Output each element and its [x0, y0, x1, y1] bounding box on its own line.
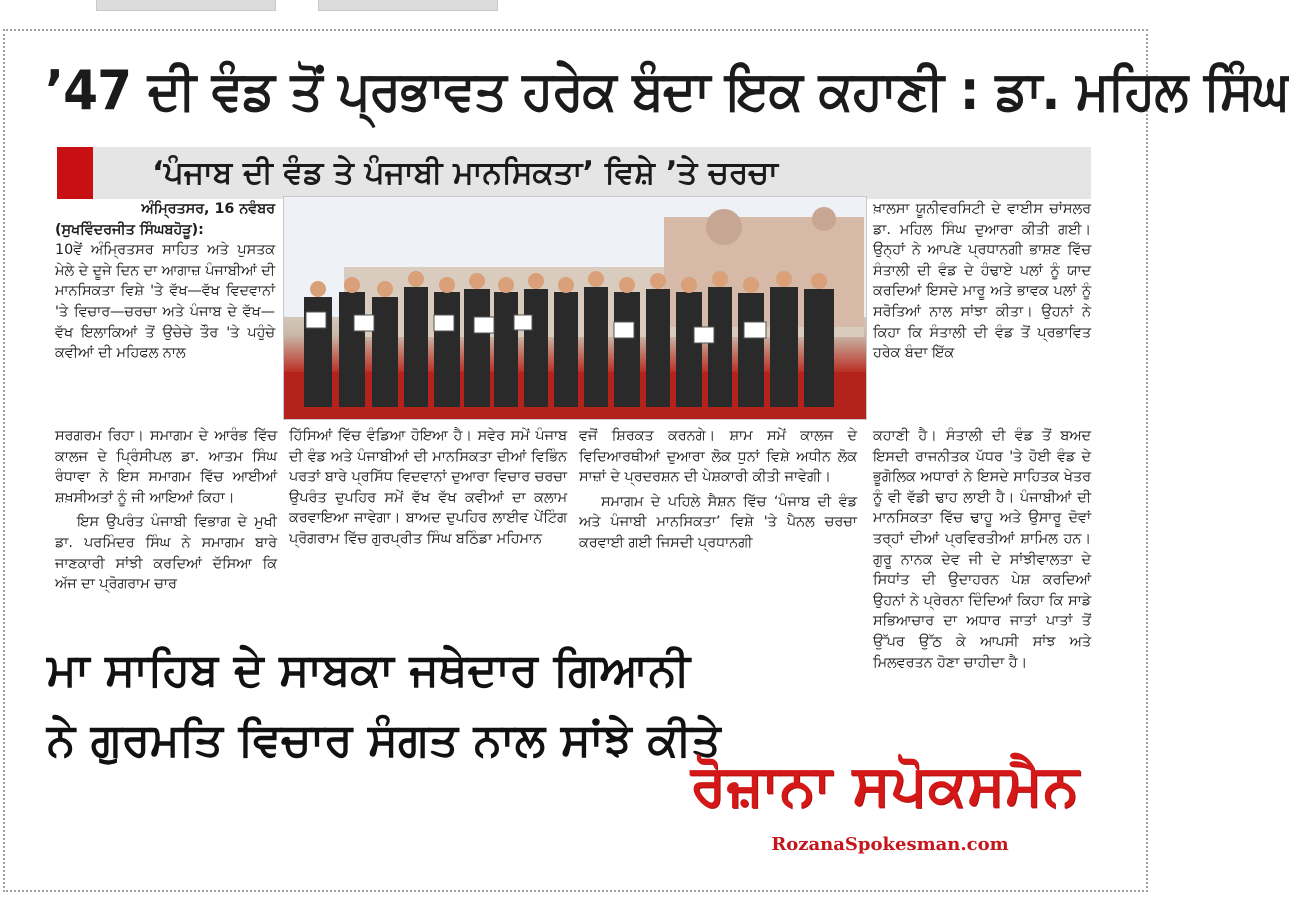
newspaper-clipping [3, 29, 1289, 892]
event-photo-illustration [284, 197, 866, 419]
column-3 [579, 426, 857, 554]
column-2: ਹਿੱਸਿਆਂ ਵਿੱਚ ਵੰਡਿਆ ਹੋਇਆ ਹੈ। ਸਵੇਰ ਸਮੇਂ ਪੰਜਾਬ ਦੀ ਵੰਡ ਅਤੇ ਪੰਜਾਬੀਆਂ ਦੀ ਮਾਨਸਿਕਤਾ ਦੀਆਂ ਵਿਭਿੰਨ ਪਰਤਾਂ ਬਾਰੇ ਪ੍ਰਸਿੱਧ ਵਿਦਵਾਨਾਂ ਦੁਆਰਾ ਵਿਚਾਰ ਚਰਚਾ ਉਪਰੰਤ ਦੁਪਹਿਰ ਸਮੇਂ ਵੱਖ ਵੱਖ ਕਵੀਆਂ ਦਾ ਕਲਾਮ ਕਰਵਾਇਆ ਜਾਵੇਗਾ। ਬਾਅਦ ਦੁਪਹਿਰ ਲਾਈਵ ਪੇਂਟਿੰਗ ਪ੍ਰੋਗਰਾਮ ਵਿੱਚ ਗੁਰਪ੍ਰੀਤ ਸਿੰਘ ਬਠਿੰਡਾ ਮਹਿਮਾਨ [289, 428, 567, 547]
column-4-top: ਖ਼ਾਲਸਾ ਯੂਨੀਵਰਸਿਟੀ ਦੇ ਵਾਈਸ ਚਾਂਸਲਰ ਡਾ. ਮਹਿਲ ਸਿੰਘ ਦੁਆਰਾ ਕੀਤੀ ਗਈ। ਉਨ੍ਹਾਂ ਨੇ ਆਪਣੇ ਪ੍ਰਧਾਨਗੀ ਭਾਸ਼ਣ ਵਿੱਚ ਸੰਤਾਲੀ ਦੀ ਵੰਡ ਦੇ ਹੰਢਾਏ ਪਲਾਂ ਨੂੰ ਯਾਦ ਕਰਦਿਆਂ ਇਸਦੇ ਮਾਰੂ ਅਤੇ ਭਾਵਕ ਪਲਾਂ ਨੂੰ ਸਰੋਤਿਆਂ ਨਾਲ ਸਾਂਝਾ ਕੀਤਾ। ਉਹਨਾਂ ਨੇ ਕਿਹਾ ਕਿ ਸੰਤਾਲੀ ਦੀ ਵੰਡ ਤੋਂ ਪ੍ਰਭਾਵਿਤ ਹਰੇਕ ਬੰਦਾ ਇੱਕ [873, 201, 1091, 362]
dateline-text: ਅੰਮ੍ਰਿਤਸਰ, 16 ਨਵੰਬਰ [141, 201, 275, 217]
subhead-red-marker [57, 147, 93, 199]
column-3-para-2: ਸਮਾਗਮ ਦੇ ਪਹਿਲੇ ਸੈਸ਼ਨ ਵਿੱਚ ‘ਪੰਜਾਬ ਦੀ ਵੰਡ ਅਤੇ ਪੰਜਾਬੀ ਮਾਨਸਿਕਤਾ’ ਵਿਸ਼ੇ 'ਤੇ ਪੈਨਲ ਚਰਚਾ ਕਰਵਾਈ ਗਈ ਜਿਸਦੀ ਪ੍ਰਧਾਨਗੀ [579, 493, 857, 551]
next-article-headline-2-clip [47, 713, 827, 766]
masthead-logo: ਰੋਜ਼ਾਨਾ ਸਪੋਕਸਮੈਨ [690, 753, 1080, 818]
toolbar-tab-right[interactable] [318, 0, 498, 11]
article-subhead: ‘ਪੰਜਾਬ ਦੀ ਵੰਡ ਤੇ ਪੰਜਾਬੀ ਮਾਨਸਿਕਤਾ’ ਵਿਸ਼ੇ ’ਤੇ ਚਰਚਾ [152, 155, 779, 191]
byline [55, 220, 275, 241]
column-1-bottom [55, 426, 277, 595]
column-1-intro: 10ਵੇਂ ਅੰਮ੍ਰਿਤਸਰ ਸਾਹਿਤ ਅਤੇ ਪੁਸਤਕ ਮੇਲੇ ਦੇ ਦੂਜੇ ਦਿਨ ਦਾ ਆਗਾਜ਼ ਪੰਜਾਬੀਆਂ ਦੀ ਮਾਨਸਿਕਤਾ ਵਿਸ਼ੇ 'ਤੇ ਵੱਖ—ਵੱਖ ਵਿਦਵਾਨਾਂ 'ਤੇ ਵਿਚਾਰ—ਚਰਚਾ ਅਤੇ ਪੰਜਾਬ ਦੇ ਵੱਖ—ਵੱਖ ਇਲਾਕਿਆਂ ਤੋਂ ਉਚੇਚੇ ਤੌਰ 'ਤੇ ਪਹੁੰਚੇ ਕਵੀਆਂ ਦੀ ਮਹਿਫਲ ਨਾਲ [55, 242, 275, 362]
next-article-headline-2: ਨੇ ਗੁਰਮਤਿ ਵਿਚਾਰ ਸੰਗਤ ਨਾਲ ਸਾਂਝੇ ਕੀਤੇ [47, 713, 721, 766]
column-1-para-1: ਸਰਗਰਮ ਰਿਹਾ। ਸਮਾਗਮ ਦੇ ਆਰੰਭ ਵਿੱਚ ਕਾਲਜ ਦੇ ਪ੍ਰਿੰਸੀਪਲ ਡਾ. ਆਤਮ ਸਿੰਘ ਰੰਧਾਵਾ ਨੇ ਇਸ ਸਮਾਗਮ ਵਿੱਚ ਆਈਆਂ ਸ਼ਖ਼ਸੀਅਤਾਂ ਨੂੰ ਜੀ ਆਇਆਂ ਕਿਹਾ। [55, 428, 277, 506]
masthead-url: RozanaSpokesman.com [771, 834, 1009, 855]
byline-text: (ਸੁਖਵਿੰਦਰਜੀਤ ਸਿੰਘਬਹੋੜੂ): [55, 221, 204, 238]
column-1-top [55, 199, 275, 364]
column-1-para-2: ਇਸ ਉਪਰੰਤ ਪੰਜਾਬੀ ਵਿਭਾਗ ਦੇ ਮੁਖੀ ਡਾ. ਪਰਮਿੰਦਰ ਸਿੰਘ ਨੇ ਸਮਾਗਮ ਬਾਰੇ ਜਾਣਕਾਰੀ ਸਾਂਝੀ ਕਰਦਿਆਂ ਦੱਸਿਆ ਕਿ ਅੱਜ ਦਾ ਪ੍ਰੋਗਰਾਮ ਚਾਰ [55, 514, 277, 593]
toolbar-tab-left[interactable] [96, 0, 276, 11]
dateline [55, 199, 275, 220]
next-article-headline-1: ਮਾ ਸਾਹਿਬ ਦੇ ਸਾਬਕਾ ਜਥੇਦਾਰ ਗਿਆਨੀ [47, 643, 691, 696]
column-4-bottom: ਕਹਾਣੀ ਹੈ। ਸੰਤਾਲੀ ਦੀ ਵੰਡ ਤੋਂ ਬਅਦ ਇਸਦੀ ਰਾਜਨੀਤਕ ਪੱਧਰ 'ਤੇ ਹੋਈ ਵੰਡ ਦੇ ਭੂਗੋਲਿਕ ਅਧਾਰਾਂ ਨੇ ਇਸਦੇ ਸਾਹਿਤਕ ਖੇਤਰ ਨੂੰ ਵੀ ਵੱਡੀ ਢਾਹ ਲਾਈ ਹੈ। ਪੰਜਾਬੀਆਂ ਦੀ ਮਾਨਸਿਕਤਾ ਵਿੱਚ ਢਾਹੂ ਅਤੇ ਉਸਾਰੂ ਦੋਵਾਂ ਤਰ੍ਹਾਂ ਦੀਆਂ ਪ੍ਰਵਿਰਤੀਆਂ ਸ਼ਾਮਿਲ ਹਨ। ਗੁਰੂ ਨਾਨਕ ਦੇਵ ਜੀ ਦੇ ਸਾਂਝੀਵਾਲਤਾ ਦੇ ਸਿਧਾਂਤ ਦੀ ਉਦਾਹਰਨ ਪੇਸ਼ ਕਰਦਿਆਂ ਉਹਨਾਂ ਨੇ ਪ੍ਰੇਰਨਾ ਦਿੰਦਿਆਂ ਕਿਹਾ ਕਿ ਸਾਡੇ ਸਭਿਆਚਾਰ ਦਾ ਅਧਾਰ ਜਾਤਾਂ ਪਾਤਾਂ ਤੋਂ ਉੱਪਰ ਉੱਠ ਕੇ ਆਪਸੀ ਸਾਂਝ ਅਤੇ ਮਿਲਵਰਤਨ ਹੋਣਾ ਚਾਹੀਦਾ ਹੈ। [873, 428, 1091, 671]
event-photo [283, 196, 867, 420]
column-3-para-1: ਵਜੋਂ ਸ਼ਿਰਕਤ ਕਰਨਗੇ। ਸ਼ਾਮ ਸਮੇਂ ਕਾਲਜ ਦੇ ਵਿਦਿਆਰਥੀਆਂ ਦੁਆਰਾ ਲੋਕ ਧੁਨਾਂ ਵਿਸ਼ੇ ਅਧੀਨ ਲੋਕ ਸਾਜ਼ਾਂ ਦੇ ਪ੍ਰਦਰਸ਼ਨ ਦੀ ਪੇਸ਼ਕਾਰੀ ਕੀਤੀ ਜਾਵੇਗੀ। [579, 428, 857, 486]
article-headline: ’47 ਦੀ ਵੰਡ ਤੋਂ ਪ੍ਰਭਾਵਤ ਹਰੇਕ ਬੰਦਾ ਇਕ ਕਹਾਣੀ : ਡਾ. ਮਹਿਲ ਸਿੰਘ [45, 59, 1289, 122]
subhead-bar [57, 147, 1091, 199]
